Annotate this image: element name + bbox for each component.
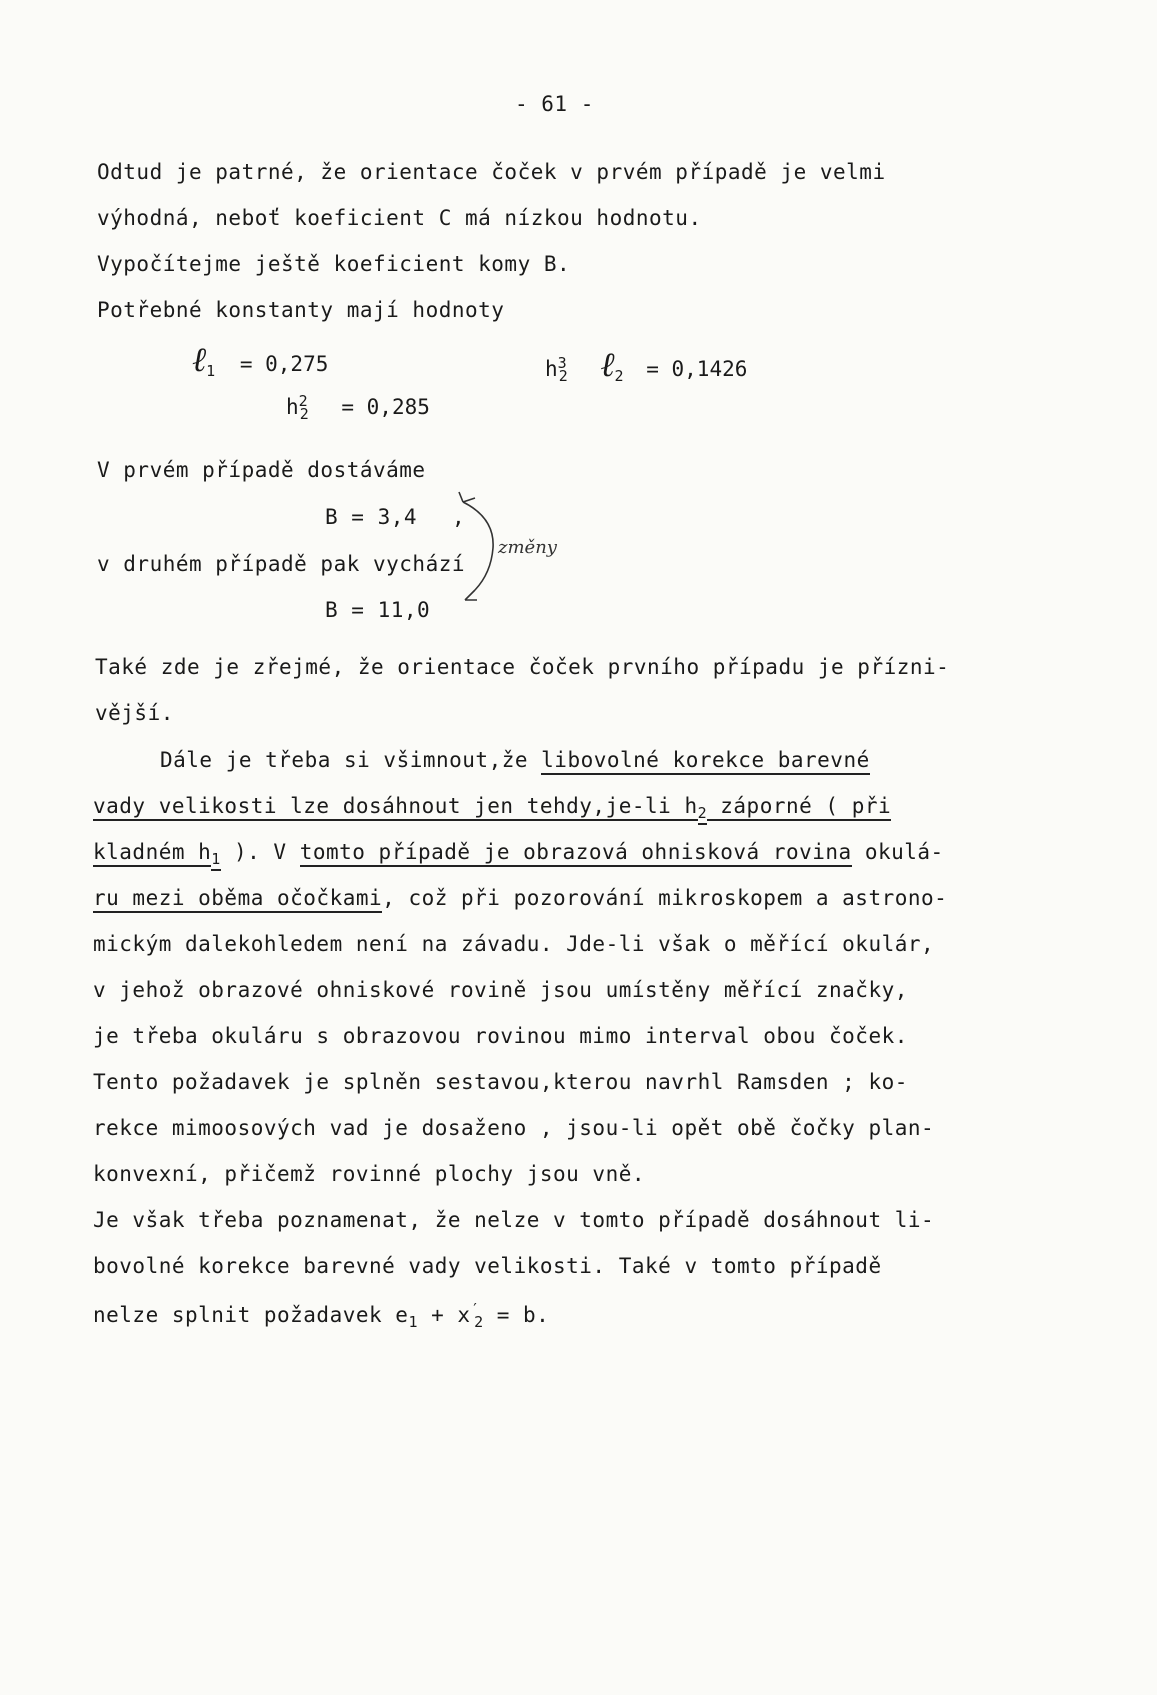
text-line: mickým dalekohledem není na závadu. Jde-li však o měřící okulár,: [93, 932, 935, 956]
text-line: [93, 886, 947, 910]
text-span: Dále je třeba si všimnout,že: [160, 748, 542, 772]
text-line: je třeba okuláru s obrazovou rovinou mimo interval obou čoček.: [93, 1024, 908, 1048]
text-line: Odtud je patrné, že orientace čoček v prvém případě je velmi: [97, 160, 886, 184]
text-line: Tento požadavek je splněn sestavou,kterou navrhl Ramsden ; ko-: [93, 1070, 908, 1094]
underlined-span: kladném h: [93, 840, 211, 867]
subscript: 1: [206, 362, 216, 381]
superscript: ′: [470, 1300, 481, 1318]
underlined-span: libovolné korekce barevné: [541, 748, 870, 775]
text-span: , což při pozorování mikroskopem a astrono-: [382, 886, 948, 910]
ell-symbol: ℓ: [192, 340, 207, 380]
text-line: v jehož obrazové ohniskové rovině jsou umístěny měřící značky,: [93, 978, 908, 1002]
subscript: 2: [558, 367, 568, 386]
underlined-span: tomto případě je obrazová ohnisková rovina: [300, 840, 852, 867]
text-line: [160, 748, 870, 772]
superscript: 3: [557, 354, 567, 372]
constant-h2-squared: [286, 392, 430, 423]
underlined-span: ru mezi oběma očočkami: [93, 886, 382, 913]
text-line: vější.: [95, 701, 174, 725]
underlined-span: záporné ( při: [707, 794, 891, 821]
text-span: nelze splnit požadavek e: [93, 1303, 409, 1327]
text-line: konvexní, přičemž rovinné plochy jsou vně.: [93, 1162, 646, 1186]
subscript: 1: [408, 1313, 418, 1332]
text-line: bovolné korekce barevné vady velikosti. Také v tomto případě: [93, 1254, 882, 1278]
subscript: 2: [299, 405, 309, 424]
text-line: rekce mimoosových vad je dosaženo , jsou-li opět obě čočky plan-: [93, 1116, 935, 1140]
text-span: + x: [417, 1303, 471, 1327]
constant-value: = 0,1426: [646, 357, 748, 381]
subscript: 2: [474, 1313, 484, 1332]
page-number: - 61 -: [515, 92, 594, 116]
text-line: [93, 840, 944, 868]
result-comma: ,: [452, 505, 466, 529]
constant-l1: [192, 340, 328, 380]
handwritten-note: změny: [498, 537, 557, 558]
text-line: Vypočítejme ještě koeficient komy B.: [97, 252, 571, 276]
text-line: Je však třeba poznamenat, že nelze v tomto případě dosáhnout li-: [93, 1208, 935, 1232]
text-line: v druhém případě pak vychází: [97, 552, 466, 576]
symbol-h: h: [545, 357, 558, 381]
text-line: [93, 794, 891, 822]
result-case1: B = 3,4: [325, 505, 418, 529]
superscript: 2: [298, 392, 308, 410]
symbol-h: h: [286, 395, 299, 419]
text-line: výhodná, neboť koeficient C má nízkou hodnotu.: [97, 206, 702, 230]
text-line: V prvém případě dostáváme: [97, 458, 426, 482]
text-span: = b.: [483, 1303, 550, 1327]
text-span: ). V: [220, 840, 300, 864]
constant-value: = 0,285: [341, 395, 430, 419]
constant-h2-cubed-l2: [545, 345, 747, 385]
text-span: okulá-: [851, 840, 944, 864]
text-line: Také zde je zřejmé, že orientace čoček prvního případu je přízni-: [95, 655, 950, 679]
subscript: 2: [698, 804, 708, 825]
text-line: Potřebné konstanty mají hodnoty: [97, 298, 505, 322]
constant-value: = 0,275: [239, 352, 329, 376]
subscript: 1: [211, 850, 221, 871]
subscript: 2: [614, 367, 624, 386]
result-case2: B = 11,0: [325, 598, 431, 622]
ell-symbol: ℓ: [600, 345, 615, 385]
underlined-span: vady velikosti lze dosáhnout jen tehdy,je-li h: [93, 794, 698, 821]
text-line: [93, 1300, 549, 1331]
